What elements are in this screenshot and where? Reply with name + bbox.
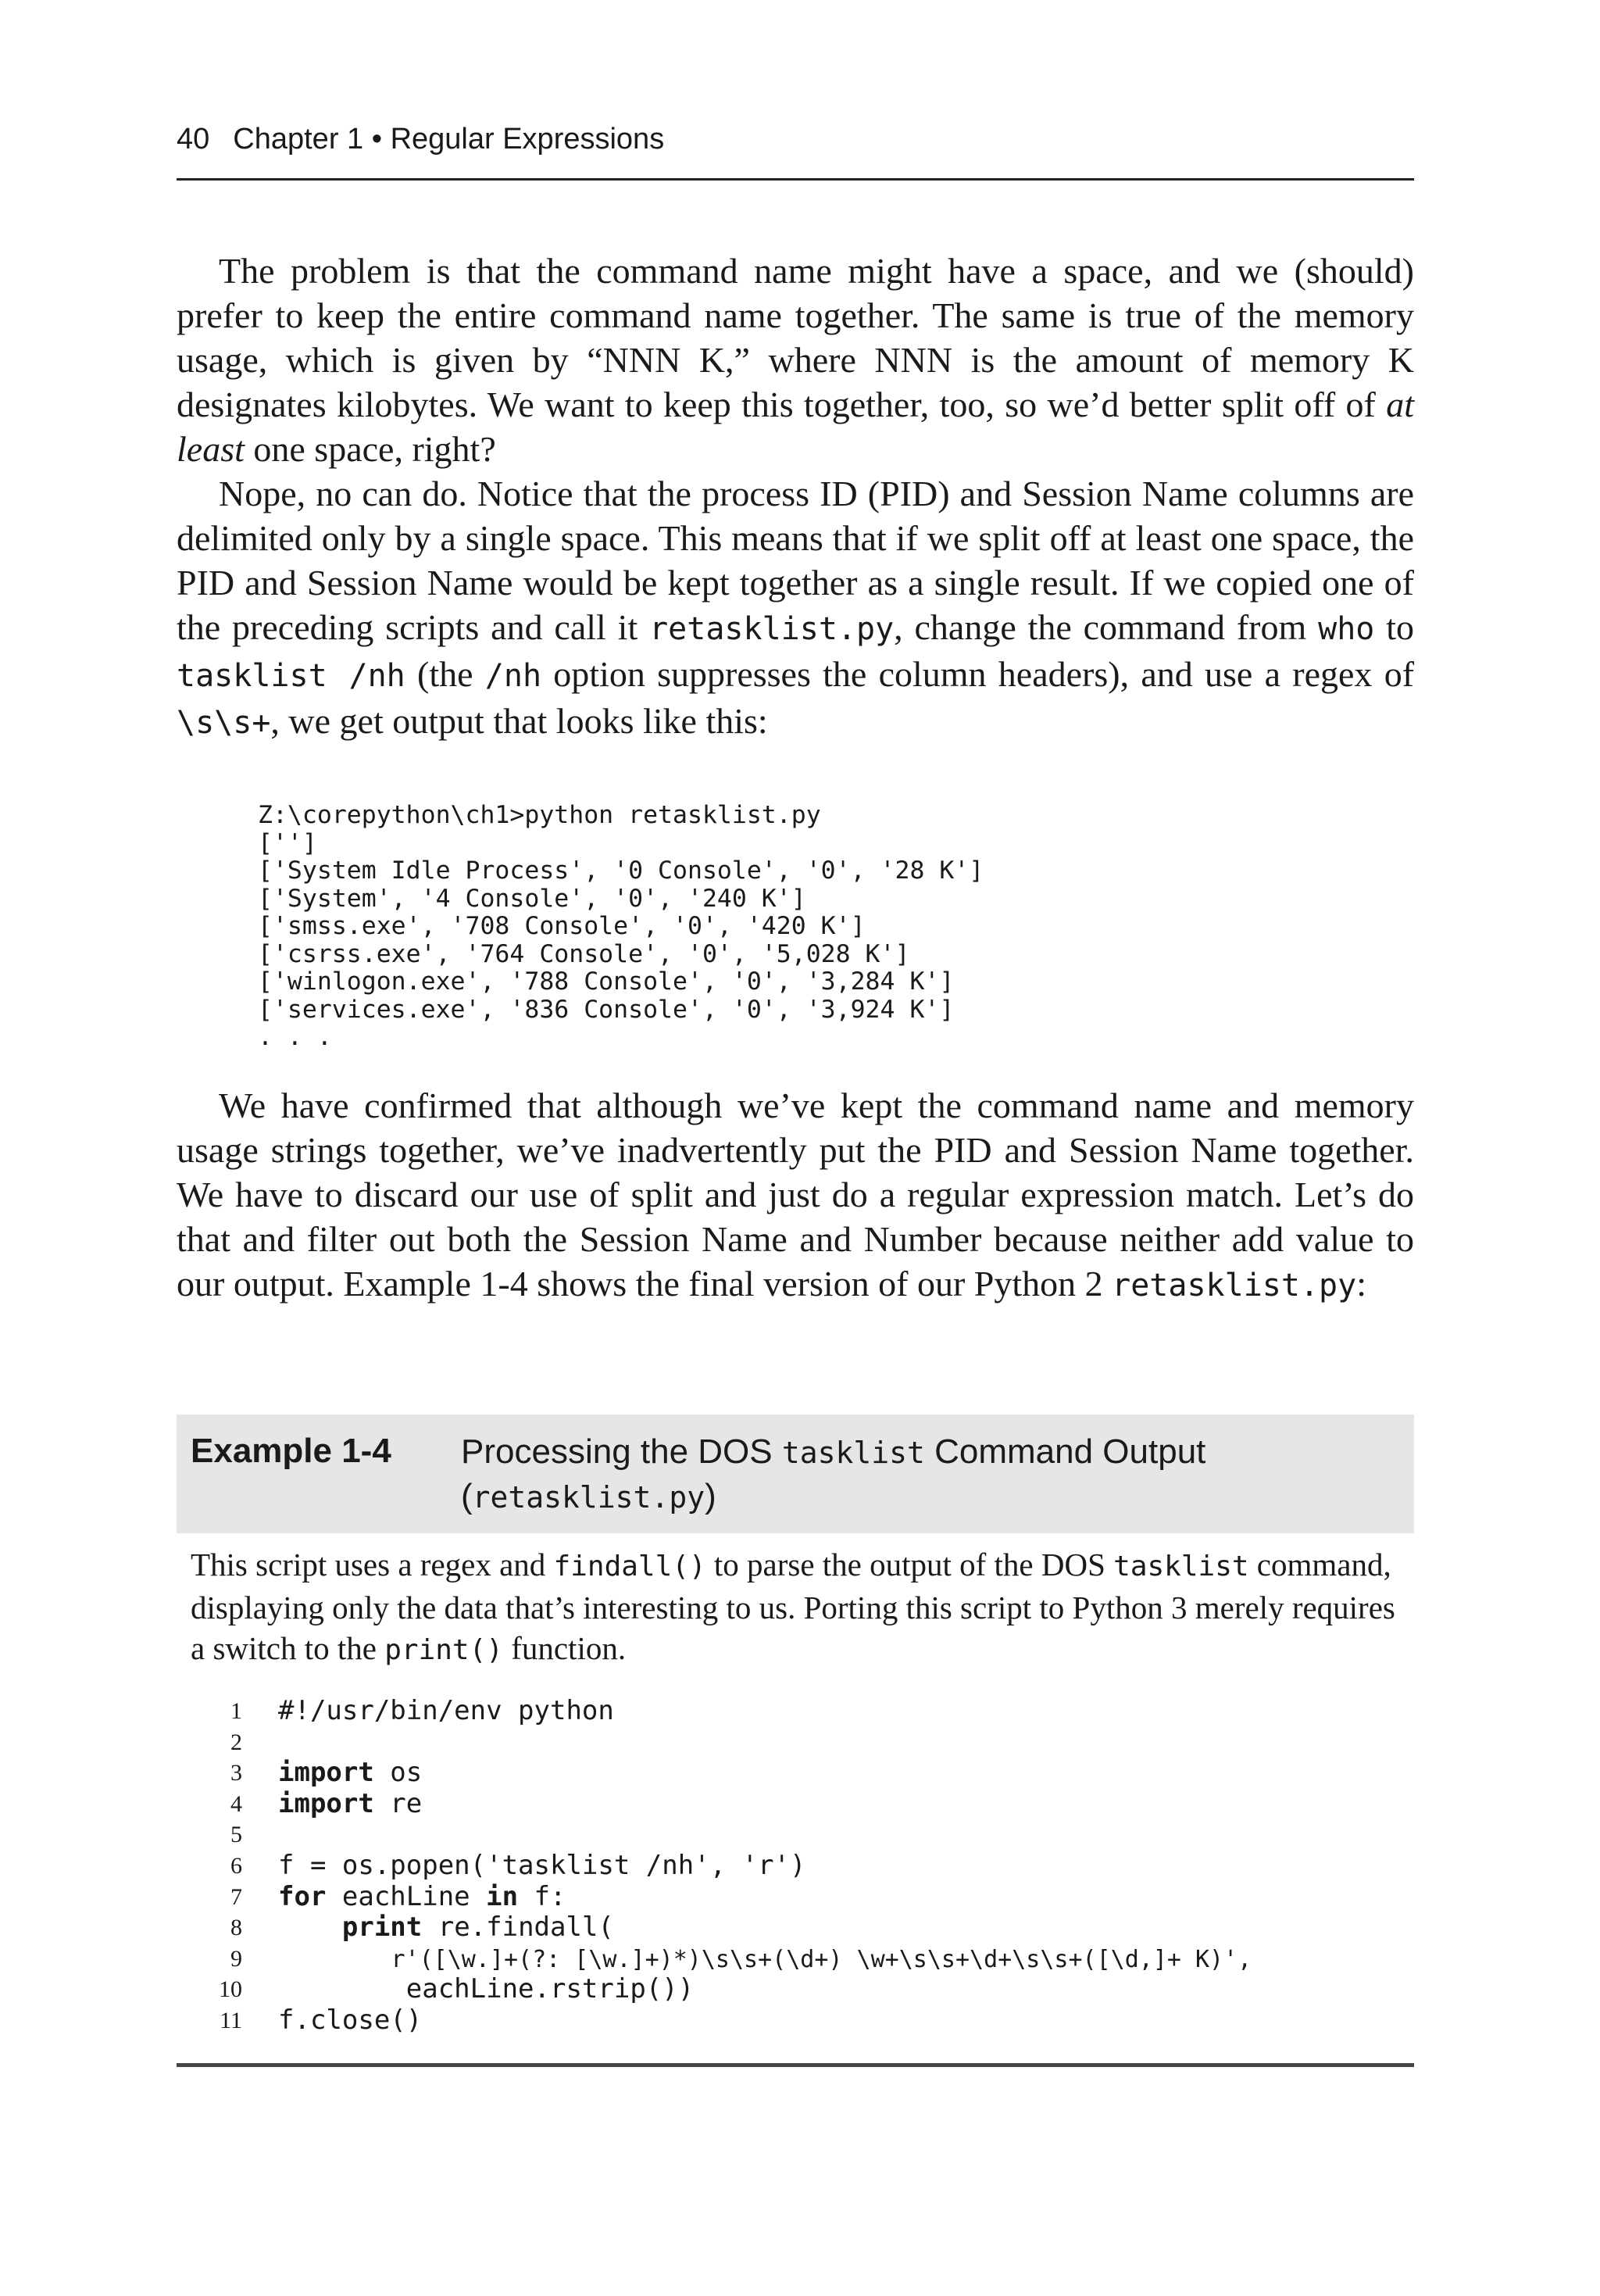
output-line: [''] <box>258 828 317 857</box>
keyword: for <box>278 1880 327 1912</box>
console-output <box>258 802 1352 1052</box>
example-title-paren-close: ) <box>705 1477 716 1515</box>
inline-code-filename: retasklist.py <box>1112 1268 1357 1304</box>
running-head <box>177 120 1414 158</box>
code-text-rest: re.findall( <box>422 1912 614 1944</box>
example-title-filename: retasklist.py <box>472 1480 705 1515</box>
para2-text-a: Nope, no can do. Notice that the process ID (PID) and Session Name columns are delimited only by a single space. This means that if we split off at least one space, the PID and Session Name would be kept together as a single result. If we copied one of the preceding scripts and call it <box>177 474 1414 647</box>
paragraph-regex-match <box>177 1083 1414 1308</box>
output-line: ['winlogon.exe', '788 Console', '0', '3,284 K'] <box>258 967 955 996</box>
para1-text-b: one space, right? <box>244 429 496 469</box>
code-line <box>177 1912 1414 1944</box>
code-line <box>177 1944 1414 1975</box>
code-line <box>177 1819 1414 1851</box>
code-text-mid: eachLine <box>326 1880 487 1912</box>
line-number: 2 <box>230 1729 242 1755</box>
code-line <box>177 1758 1414 1789</box>
code-line <box>177 1974 1414 2005</box>
para2-text-c: to <box>1374 607 1414 647</box>
para2-text-b: , change the command from <box>894 607 1319 647</box>
inline-code-nh: /nh <box>484 658 542 694</box>
paragraph-command-name <box>177 249 1414 471</box>
inline-code-findall: findall() <box>553 1550 706 1583</box>
para1-text-a: The problem is that the command name might have a space, and we (should) prefer to keep the entire command name together. The same is true of the memory usage, which is given by “NNN K,” where NNN is the amount of memory K designates kilobytes. We want to keep this together, too, so we’d better split off of <box>177 251 1414 424</box>
code-text <box>278 1944 1252 1976</box>
page-number: 40 <box>177 123 210 156</box>
example-desc-text-c: command, displaying only the data that’s interesting to us. Porting this script to Python 3 merely requires a switch to the <box>191 1547 1395 1666</box>
code-text: eachLine.rstrip()) <box>278 1973 695 2005</box>
code-line <box>177 1789 1414 1820</box>
example-title-text-a: Processing the DOS <box>461 1432 782 1471</box>
inline-code-regex: \s\s+ <box>177 705 271 741</box>
keyword: in <box>486 1880 519 1912</box>
example-description <box>191 1544 1409 1671</box>
line-number: 10 <box>219 1976 242 2003</box>
code-line <box>177 1696 1414 1727</box>
code-line <box>177 1882 1414 1913</box>
line-number: 9 <box>230 1945 242 1972</box>
code-text-rest: os <box>373 1757 423 1789</box>
example-label: Example 1-4 <box>191 1432 391 1470</box>
para2-text-f: , we get output that looks like this: <box>270 701 768 741</box>
example-desc-text-a: This script uses a regex and <box>191 1547 554 1583</box>
line-number: 3 <box>230 1760 242 1786</box>
code-text: f.close() <box>278 2004 423 2036</box>
para2-text-e: option suppresses the column headers), and use a regex of <box>541 654 1415 694</box>
example-title <box>461 1430 1398 1519</box>
output-line: . . . <box>258 1023 332 1051</box>
keyword: import <box>278 1757 374 1789</box>
chapter-title: Chapter 1 • Regular Expressions <box>233 123 665 156</box>
output-line: ['csrss.exe', '764 Console', '0', '5,028 K'] <box>258 939 910 968</box>
line-number: 6 <box>230 1852 242 1879</box>
code-indent <box>278 1912 342 1943</box>
keyword: import <box>278 1787 374 1819</box>
code-line <box>177 1851 1414 1882</box>
example-desc-text-d: function. <box>502 1630 627 1666</box>
code-text <box>278 1789 422 1820</box>
output-line: ['System', '4 Console', '0', '240 K'] <box>258 884 806 913</box>
code-text-rest: re <box>373 1787 423 1819</box>
code-text: #!/usr/bin/env python <box>278 1695 614 1726</box>
inline-code-tasklist: tasklist <box>1113 1550 1249 1583</box>
paragraph-pid-session <box>177 471 1414 746</box>
para3-text-a: We have confirmed that although we’ve kept the command name and memory usage strings together, we’ve inadvertently put the PID and Session Name together. We have to discard our use of split and just do a regular expression match. Let’s do that and filter out both the Session Name and Number because neither add value to our output. Example 1-4 shows the final version of our Python 2 <box>177 1085 1414 1304</box>
example-title-code: tasklist <box>781 1436 925 1470</box>
code-listing <box>177 1696 1414 2037</box>
line-number: 7 <box>230 1883 242 1910</box>
para1-emphasis: at least <box>177 384 1414 469</box>
code-regex-line: r'([\w.]+(?: [\w.]+)*)\s\s+(\d+) \w+\s\s+\d+\s\s+([\d,]+ K)', <box>278 1945 1252 1973</box>
para2-text-d: (the <box>405 654 485 694</box>
output-line: ['services.exe', '836 Console', '0', '3,924 K'] <box>258 995 955 1024</box>
output-line: ['smss.exe', '708 Console', '0', '420 K'] <box>258 912 866 940</box>
line-number: 8 <box>230 1915 242 1941</box>
line-number: 4 <box>230 1790 242 1817</box>
code-line <box>177 2005 1414 2037</box>
header-rule <box>177 178 1414 181</box>
code-text: f = os.popen('tasklist /nh', 'r') <box>278 1849 806 1881</box>
output-line: ['System Idle Process', '0 Console', '0', '28 K'] <box>258 857 984 885</box>
para3-text-b: : <box>1356 1264 1366 1304</box>
keyword: print <box>341 1912 423 1944</box>
line-number: 11 <box>220 2007 242 2033</box>
example-desc-text-b: to parse the output of the DOS <box>705 1547 1114 1583</box>
example-title-paren-open: ( <box>461 1477 473 1515</box>
code-line <box>177 1727 1414 1758</box>
code-text <box>278 1882 566 1913</box>
line-number: 1 <box>230 1698 242 1724</box>
line-number: 5 <box>230 1822 242 1848</box>
inline-code-print: print() <box>384 1634 503 1666</box>
code-text <box>278 1758 422 1789</box>
example-title-text-b: Command Output <box>924 1432 1206 1471</box>
code-text-rest: f: <box>518 1880 566 1912</box>
inline-code-filename: retasklist.py <box>649 611 895 647</box>
code-text <box>278 1912 614 1944</box>
listing-bottom-rule <box>177 2063 1414 2067</box>
inline-code-tasklist: tasklist /nh <box>177 658 405 694</box>
output-line: Z:\corepython\ch1>python retasklist.py <box>258 801 821 829</box>
inline-code-who: who <box>1318 611 1375 647</box>
